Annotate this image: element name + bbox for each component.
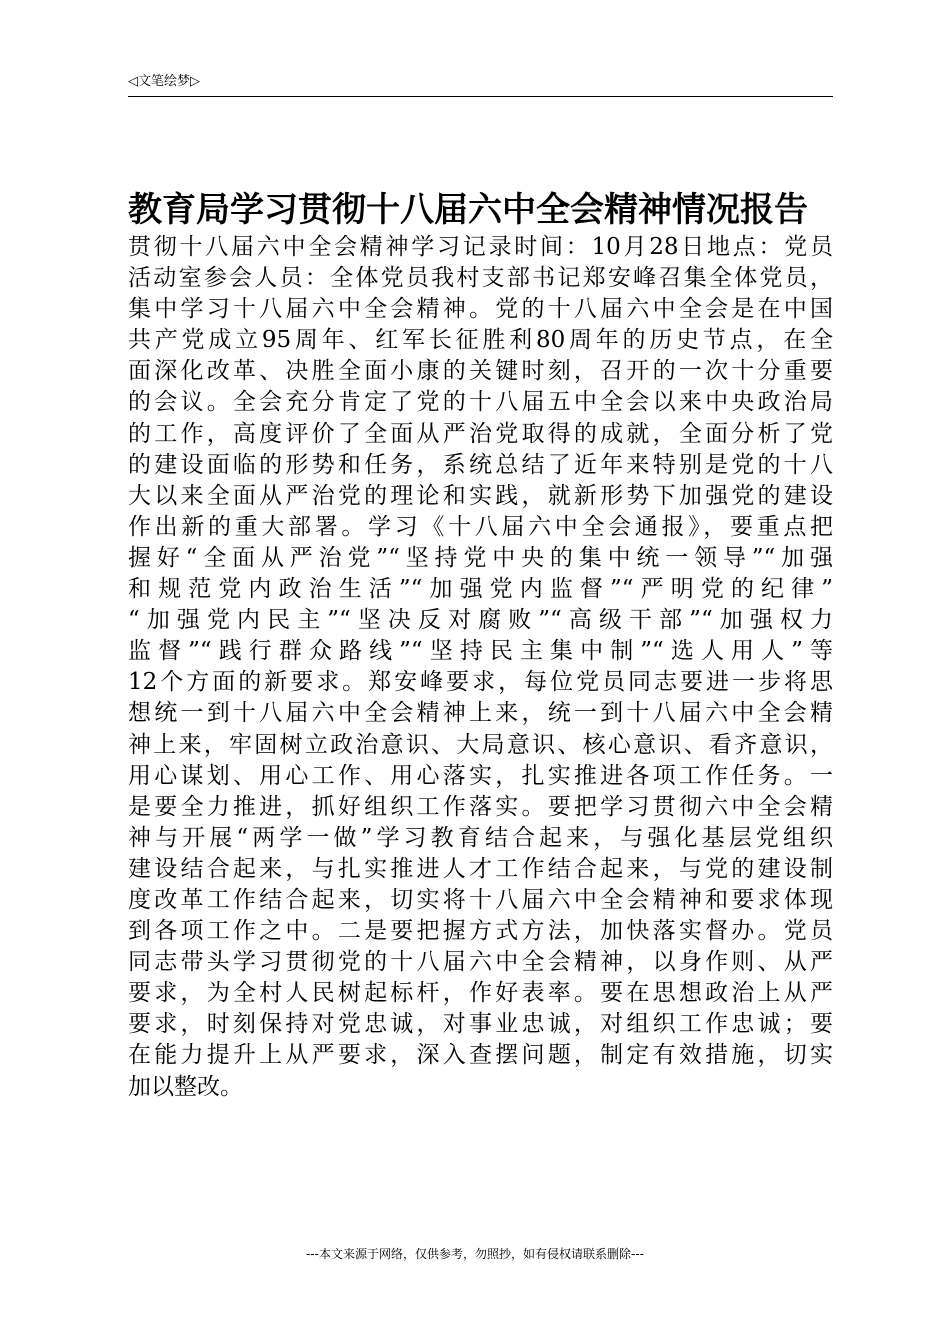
- body-line: 用心谋划、用心工作、用心落实，扎实推进各项工作任务。一: [128, 762, 833, 789]
- document-body: [128, 232, 833, 1103]
- body-line: 是要全力推进，抓好组织工作落实。要把学习贯彻六中全会精: [128, 793, 833, 820]
- body-line: 到各项工作之中。二是要把握方式方法，加快落实督办。党员: [128, 918, 833, 945]
- header-brand: ◁文笔绘梦▷: [128, 74, 200, 89]
- body-line: 同志带头学习贯彻党的十八届六中全会精神，以身作则、从严: [128, 949, 833, 976]
- body-line: 面深化改革、决胜全面小康的关键时刻，召开的一次十分重要: [128, 358, 833, 385]
- page-header: [128, 72, 833, 97]
- body-line: 度改革工作结合起来，切实将十八届六中全会精神和要求体现: [128, 886, 833, 913]
- body-line: 大以来全面从严治党的理论和实践，就新形势下加强党的建设: [128, 482, 833, 509]
- body-line: 作出新的重大部署。学习《十八届六中全会通报》，要重点把: [128, 513, 833, 540]
- document-title: 教育局学习贯彻十八届六中全会精神情况报告: [128, 190, 808, 230]
- page-footer: ---本文来源于网络，仅供参考，勿照抄，如有侵权请联系删除---: [306, 1247, 644, 1261]
- body-line: 在能力提升上从严要求，深入查摆问题，制定有效措施，切实: [128, 1042, 833, 1069]
- body-line: 的工作，高度评价了全面从严治党取得的成就，全面分析了党: [128, 420, 833, 447]
- body-line: 集中学习十八届六中全会精神。党的十八届六中全会是在中国: [128, 296, 833, 323]
- body-line: 共产党成立95周年、红军长征胜利80周年的历史节点，在全: [128, 327, 833, 354]
- body-line: 神与开展“两学一做”学习教育结合起来，与强化基层党组织: [128, 824, 833, 851]
- body-line: 监督”“践行群众路线”“坚持民主集中制”“选人用人”等: [128, 638, 833, 665]
- body-line: 12个方面的新要求。郑安峰要求，每位党员同志要进一步将思: [128, 669, 833, 696]
- body-line: 要求，时刻保持对党忠诚，对事业忠诚，对组织工作忠诚；要: [128, 1011, 833, 1038]
- body-line: “加强党内民主”“坚决反对腐败”“高级干部”“加强权力: [128, 607, 833, 634]
- body-line: 和规范党内政治生活”“加强党内监督”“严明党的纪律”: [128, 576, 833, 603]
- body-line: 的建设面临的形势和任务，系统总结了近年来特别是党的十八: [128, 451, 833, 478]
- body-line: 握好“全面从严治党”“坚持党中央的集中统一领导”“加强: [128, 544, 833, 571]
- body-line: 活动室参会人员：全体党员我村支部书记郑安峰召集全体党员，: [128, 265, 833, 292]
- body-line: 建设结合起来，与扎实推进人才工作结合起来，与党的建设制: [128, 855, 833, 882]
- body-line: 的会议。全会充分肯定了党的十八届五中全会以来中央政治局: [128, 389, 833, 416]
- body-line: 加以整改。: [128, 1073, 243, 1100]
- body-line: 要求，为全村人民树起标杆，作好表率。要在思想政治上从严: [128, 980, 833, 1007]
- body-line: 贯彻十八届六中全会精神学习记录时间：10月28日地点：党员: [128, 234, 833, 260]
- body-line: 想统一到十八届六中全会精神上来，统一到十八届六中全会精: [128, 700, 833, 727]
- body-line: 神上来，牢固树立政治意识、大局意识、核心意识、看齐意识，: [128, 731, 833, 758]
